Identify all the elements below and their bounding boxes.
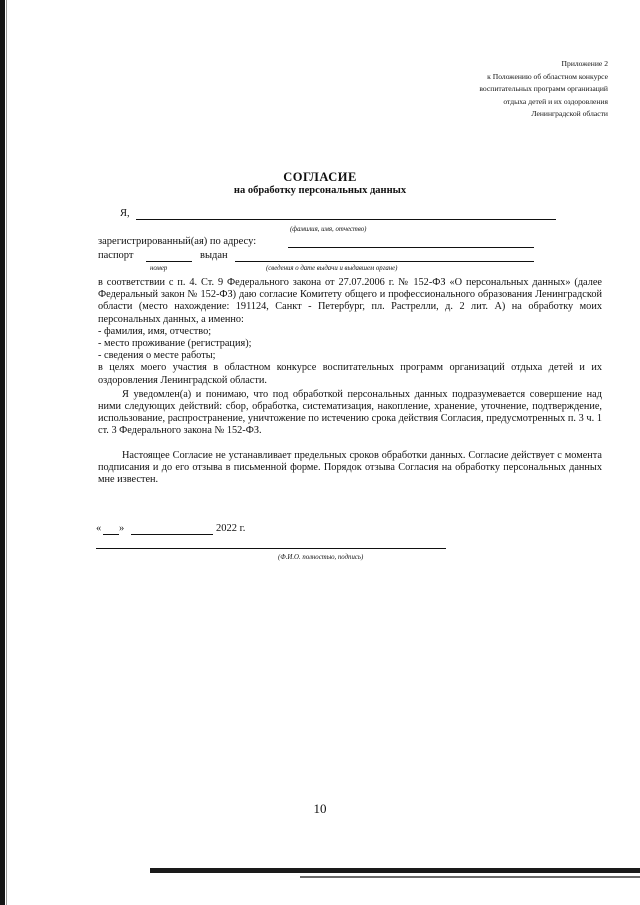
signature-line[interactable] (96, 548, 446, 549)
i-label: Я, (120, 208, 130, 219)
scan-edge-left-thin (6, 0, 7, 905)
consent-body (98, 277, 602, 486)
date-open-quote: « (96, 523, 102, 534)
appendix-line: отдыха детей и их оздоровления (503, 96, 608, 106)
appendix-line: воспитательных программ организаций (479, 84, 608, 93)
issued-line[interactable] (235, 261, 534, 262)
number-hint: номер (150, 265, 168, 272)
scan-edge-left (0, 0, 5, 905)
date-day-line[interactable] (103, 534, 119, 535)
appendix-header (368, 58, 608, 121)
appendix-line: Приложение 2 (561, 59, 608, 68)
date-close-quote: » (119, 523, 125, 534)
data-item: - сведения о месте работы; (98, 350, 216, 362)
data-item: - фамилия, имя, отчество; (98, 325, 212, 337)
address-label: зарегистрированный(ая) по адресу: (98, 236, 257, 247)
passport-number-line[interactable] (146, 261, 192, 262)
date-month-line[interactable] (131, 534, 213, 535)
consent-paragraph: в соответствии с п. 4. Ст. 9 Федерального закона от 27.07.2006 г. № 152-ФЗ «О персональных данных» (далее Федеральный закон № 152-ФЗ) даю согласие Комитету общего и профессионального образования Ленинградской области (место нахождение: 191124, Санкт - Петербург, пл. Растрелли, д. 2 лит. А) на обработку моих персональных данных, а именно: (98, 277, 602, 325)
issued-label: выдан (200, 250, 228, 261)
passport-label: паспорт (98, 250, 134, 261)
document-subtitle: на обработку персональных данных (233, 185, 407, 196)
appendix-line: к Положению об областном конкурсе (487, 71, 608, 81)
date-year: 2022 г. (216, 523, 246, 534)
notification-paragraph: Я уведомлен(а) и понимаю, что под обработкой персональных данных подразумевается совершение над ними следующих действий: сбор, обработка, систематизация, накопление, хранение, уточнение, подтверждение, использование, распространение, уничтожение по истечению срока действия Согласия, предусмотренных п. 3 ч. 1 ст. 3 Федерального закона № 152-ФЗ. (98, 388, 602, 437)
scan-edge-bottom (150, 868, 640, 873)
data-item: - место проживание (регистрация); (98, 338, 252, 350)
purpose-paragraph: в целях моего участия в областном конкурсе воспитательных программ организаций отдыха детей и их оздоровления Ленинградской области. (98, 362, 602, 386)
signature-hint: (Ф.И.О. полностью, подпись) (278, 554, 364, 561)
fio-hint: (фамилия, имя, отчество) (290, 226, 367, 233)
address-line[interactable] (288, 247, 534, 248)
page-number: 10 (313, 801, 327, 816)
validity-paragraph: Настоящее Согласие не устанавливает предельных сроков обработки данных. Согласие действует с момента подписания и до его отзыва в письменной форме. Порядок отзыва Согласия на обработку персональных данных мне известен. (98, 449, 602, 486)
document-title: СОГЛАСИЕ (283, 170, 357, 184)
fio-line[interactable] (136, 219, 556, 220)
scan-edge-bottom-thin (300, 876, 640, 878)
issue-hint: (сведения о дате выдачи и выдавшем органе) (266, 265, 398, 272)
appendix-line: Ленинградской области (531, 109, 608, 118)
